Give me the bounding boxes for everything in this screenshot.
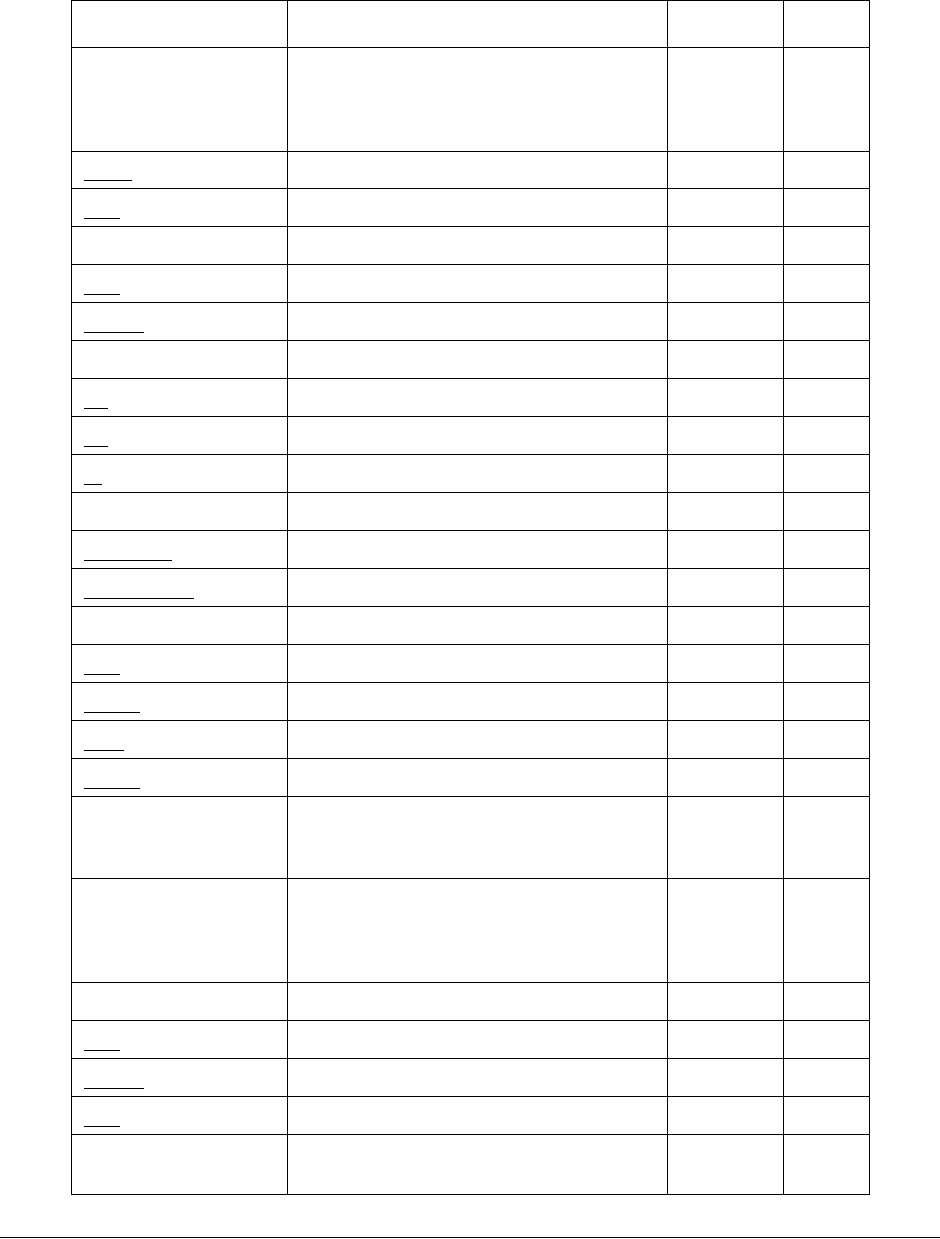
underline-mark <box>84 180 132 181</box>
table-cell <box>288 759 667 797</box>
table-cell <box>783 1097 869 1135</box>
underline-mark <box>84 408 108 409</box>
table-row <box>72 1021 870 1059</box>
table-cell <box>667 1135 783 1195</box>
table-row <box>72 759 870 797</box>
table-cell <box>783 645 869 683</box>
table-cell <box>667 1021 783 1059</box>
page-footer-rule <box>0 1237 940 1238</box>
table-cell <box>288 607 667 645</box>
table-cell <box>667 189 783 227</box>
underline-mark <box>84 332 144 333</box>
table-cell <box>667 645 783 683</box>
table-cell <box>72 531 288 569</box>
table-row <box>72 645 870 683</box>
table-cell <box>667 455 783 493</box>
table-cell <box>72 303 288 341</box>
table-row <box>72 303 870 341</box>
table-cell <box>667 983 783 1021</box>
underline-mark <box>84 446 108 447</box>
table-cell <box>783 303 869 341</box>
table-cell <box>288 879 667 983</box>
table-cell <box>667 417 783 455</box>
header-cell <box>72 1 288 48</box>
table-cell <box>288 531 667 569</box>
table-cell <box>783 455 869 493</box>
table-cell <box>72 797 288 879</box>
table-cell <box>783 341 869 379</box>
table-row <box>72 227 870 265</box>
table-cell <box>783 1135 869 1195</box>
table-cell <box>288 455 667 493</box>
form-table <box>71 0 870 1195</box>
table-cell <box>667 759 783 797</box>
table-row <box>72 265 870 303</box>
table-cell <box>783 189 869 227</box>
table-cell <box>288 683 667 721</box>
table-cell <box>72 983 288 1021</box>
table-cell <box>783 265 869 303</box>
table-row <box>72 683 870 721</box>
table-cell <box>72 341 288 379</box>
header-cell <box>288 1 667 48</box>
table-cell <box>72 683 288 721</box>
table-cell <box>72 227 288 265</box>
table-cell <box>783 531 869 569</box>
table-cell <box>72 607 288 645</box>
table-cell <box>783 759 869 797</box>
table-cell <box>783 48 869 152</box>
table-row <box>72 455 870 493</box>
table-cell <box>72 569 288 607</box>
table-cell <box>783 797 869 879</box>
table-cell <box>288 152 667 189</box>
table-cell <box>667 152 783 189</box>
table-row <box>72 341 870 379</box>
table-cell <box>288 721 667 759</box>
table-cell <box>72 645 288 683</box>
header-cell <box>667 1 783 48</box>
table-cell <box>288 417 667 455</box>
table-cell <box>667 531 783 569</box>
table-cell <box>667 1097 783 1135</box>
table-cell <box>667 797 783 879</box>
table-cell <box>288 227 667 265</box>
underline-mark <box>84 484 102 485</box>
table-cell <box>72 879 288 983</box>
table-cell <box>72 759 288 797</box>
underline-mark <box>84 294 120 295</box>
underline-mark <box>84 1050 120 1051</box>
table-cell <box>667 1059 783 1097</box>
underline-mark <box>84 560 172 561</box>
table-cell <box>783 493 869 531</box>
table-row <box>72 531 870 569</box>
table-cell <box>72 48 288 152</box>
underline-mark <box>84 598 194 599</box>
table-row <box>72 48 870 152</box>
table-cell <box>72 1021 288 1059</box>
table-cell <box>288 1059 667 1097</box>
table-cell <box>783 607 869 645</box>
table-row <box>72 493 870 531</box>
underline-mark <box>84 1126 120 1127</box>
table-cell <box>783 983 869 1021</box>
table-row <box>72 797 870 879</box>
table-cell <box>72 1059 288 1097</box>
table-cell <box>783 879 869 983</box>
table-cell <box>667 379 783 417</box>
table-row <box>72 379 870 417</box>
table-cell <box>288 797 667 879</box>
table-row <box>72 417 870 455</box>
table-cell <box>667 607 783 645</box>
table-cell <box>667 493 783 531</box>
table-cell <box>783 683 869 721</box>
table-cell <box>72 379 288 417</box>
table-cell <box>288 1097 667 1135</box>
underline-mark <box>84 788 140 789</box>
table-cell <box>72 152 288 189</box>
underline-mark <box>84 712 140 713</box>
underline-mark <box>84 674 120 675</box>
table-cell <box>72 265 288 303</box>
table-cell <box>667 683 783 721</box>
table-cell <box>288 303 667 341</box>
underline-mark <box>84 1088 144 1089</box>
table-cell <box>783 417 869 455</box>
table-cell <box>667 721 783 759</box>
table-cell <box>72 1097 288 1135</box>
table-cell <box>667 303 783 341</box>
table-cell <box>288 569 667 607</box>
table-cell <box>783 152 869 189</box>
header-cell <box>783 1 869 48</box>
table-cell <box>667 227 783 265</box>
table-header-row <box>72 1 870 48</box>
table-cell <box>72 417 288 455</box>
table-body <box>72 1 870 1195</box>
table-cell <box>72 189 288 227</box>
table-cell <box>288 493 667 531</box>
table-cell <box>783 721 869 759</box>
table-cell <box>72 721 288 759</box>
table-cell <box>72 1135 288 1195</box>
table-cell <box>288 341 667 379</box>
table-cell <box>288 265 667 303</box>
table-cell <box>667 879 783 983</box>
table-cell <box>72 493 288 531</box>
table-cell <box>783 379 869 417</box>
table-row <box>72 1059 870 1097</box>
table-row <box>72 721 870 759</box>
table-cell <box>288 48 667 152</box>
table-row <box>72 1097 870 1135</box>
table-cell <box>783 569 869 607</box>
underline-mark <box>84 218 120 219</box>
table-row <box>72 879 870 983</box>
table-cell <box>288 645 667 683</box>
table-row <box>72 569 870 607</box>
table-cell <box>783 1059 869 1097</box>
table-row <box>72 189 870 227</box>
table-cell <box>667 341 783 379</box>
table-cell <box>783 1021 869 1059</box>
underline-mark <box>84 750 124 751</box>
table-row <box>72 152 870 189</box>
table-cell <box>783 227 869 265</box>
table-cell <box>667 265 783 303</box>
table-row <box>72 607 870 645</box>
table-row <box>72 983 870 1021</box>
table-cell <box>288 1021 667 1059</box>
table-cell <box>288 983 667 1021</box>
table-cell <box>667 48 783 152</box>
table-cell <box>288 379 667 417</box>
table-cell <box>288 1135 667 1195</box>
table-cell <box>288 189 667 227</box>
table-row <box>72 1135 870 1195</box>
table-cell <box>72 455 288 493</box>
table-cell <box>667 569 783 607</box>
